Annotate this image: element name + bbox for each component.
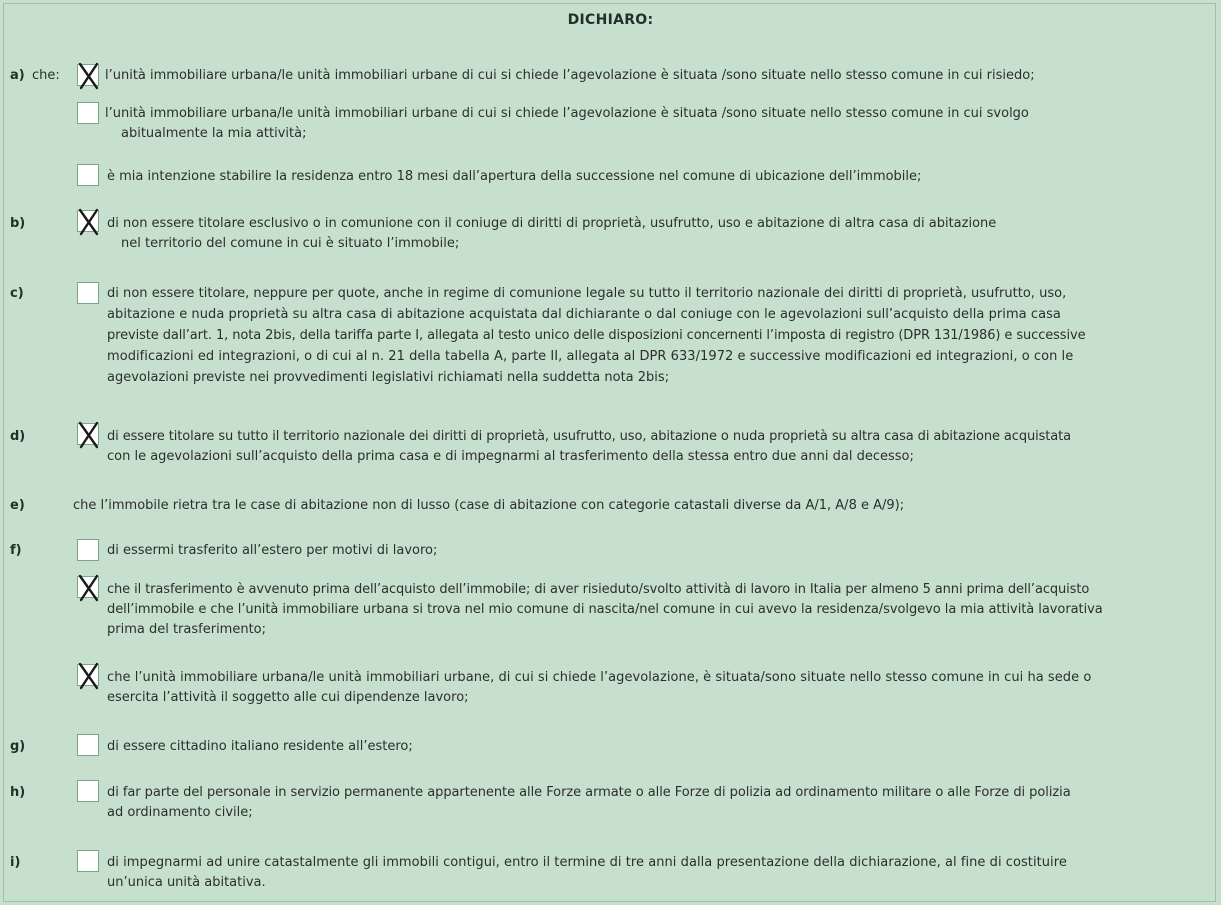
option-text-c-line1: di non essere titolare, neppure per quote, anche in regime di comunione legale su tutto il territorio nazionale dei diritti di proprietà, usufrutto, uso, xyxy=(107,286,1067,301)
item-label-f: f) xyxy=(10,543,22,558)
page-title: DICHIARO: xyxy=(567,12,654,28)
option-text-c-line3: previste dall’art. 1, nota 2bis, della tariffa parte I, allegata al testo unico delle disposizioni concernenti l’imposta di registro (DPR 131/1986) e successive xyxy=(107,328,1086,343)
option-text-a1-line1: l’unità immobiliare urbana/le unità immobiliari urbane di cui si chiede l’agevolazione è situata /sono situate nello stesso comune in cui risiedo; xyxy=(105,68,1035,83)
option-text-f3-line1: che l’unità immobiliare urbana/le unità immobiliari urbane, di cui si chiede l’agevolazione, è situata/sono situate nello stesso comune in cui ha sede o xyxy=(107,670,1092,685)
item-label-c: c) xyxy=(10,286,24,301)
option-text-f2-line1: che il trasferimento è avvenuto prima dell’acquisto dell’immobile; di aver risieduto/svolto attività di lavoro in Italia per almeno 5 anni prima dell’acquisto xyxy=(107,582,1090,597)
checkbox-i[interactable] xyxy=(77,850,99,872)
x-mark-icon xyxy=(76,208,102,236)
checkbox-g[interactable] xyxy=(77,734,99,756)
checkbox-a1[interactable] xyxy=(77,64,99,86)
checkbox-f2[interactable] xyxy=(77,576,99,598)
x-mark-icon xyxy=(76,574,102,602)
x-mark-icon xyxy=(76,662,102,690)
checkbox-a2[interactable] xyxy=(77,102,99,124)
item-label-i: i) xyxy=(10,855,21,870)
option-text-f2-line3: prima del trasferimento; xyxy=(107,622,267,637)
option-text-d-line2: con le agevolazioni sull’acquisto della prima casa e di impegnarmi al trasferimento della stessa entro due anni dal decesso; xyxy=(107,449,914,464)
option-text-h-line2: ad ordinamento civile; xyxy=(107,805,253,820)
checkbox-f3[interactable] xyxy=(77,664,99,686)
option-text-g-line1: di essere cittadino italiano residente all’estero; xyxy=(107,739,413,754)
option-text-i-line2: un’unica unità abitativa. xyxy=(107,875,266,890)
option-text-h-line1: di far parte del personale in servizio permanente appartenente alle Forze armate o alle Forze di polizia ad ordinamento militare o alle Forze di polizia xyxy=(107,785,1071,800)
checkbox-d[interactable] xyxy=(77,423,99,445)
item-text-e: che l’immobile rietra tra le case di abitazione non di lusso (case di abitazione con categorie catastali diverse da A/1, A/8 e A/9); xyxy=(73,498,905,513)
option-text-a2-line1: l’unità immobiliare urbana/le unità immobiliari urbane di cui si chiede l’agevolazione è situata /sono situate nello stesso comune in cui svolgo xyxy=(105,106,1029,121)
option-text-i-line1: di impegnarmi ad unire catastalmente gli immobili contigui, entro il termine di tre anni dalla presentazione della dichiarazione, al fine di costituire xyxy=(107,855,1067,870)
item-label-h: h) xyxy=(10,785,26,800)
option-text-f1-line1: di essermi trasferito all’estero per motivi di lavoro; xyxy=(107,543,438,558)
x-mark-icon xyxy=(76,421,102,449)
option-text-a3-line1: è mia intenzione stabilire la residenza entro 18 mesi dall’apertura della successione nel comune di ubicazione dell’immobile; xyxy=(107,169,922,184)
option-text-c-line4: modificazioni ed integrazioni, o di cui al n. 21 della tabella A, parte II, allegata al DPR 633/1972 e successive modificazioni ed integrazioni, o con le xyxy=(107,349,1074,364)
option-text-f3-line2: esercita l’attività il soggetto alle cui dipendenze lavoro; xyxy=(107,690,469,705)
option-text-d-line1: di essere titolare su tutto il territorio nazionale dei diritti di proprietà, usufrutto, uso, abitazione o nuda proprietà su altra casa di abitazione acquistata xyxy=(107,429,1072,444)
item-label-g: g) xyxy=(10,739,26,754)
item-label-e: e) xyxy=(10,498,25,513)
x-mark-icon xyxy=(76,62,102,90)
checkbox-c[interactable] xyxy=(77,282,99,304)
option-text-f2-line2: dell’immobile e che l’unità immobiliare urbana si trova nel mio comune di nascita/nel comune in cui avevo la residenza/svolgevo la mia attività lavorativa xyxy=(107,602,1103,617)
checkbox-b[interactable] xyxy=(77,210,99,232)
item-label-b: b) xyxy=(10,216,26,231)
option-text-a2-line2: abitualmente la mia attività; xyxy=(121,126,307,141)
option-text-b-line1: di non essere titolare esclusivo o in comunione con il coniuge di diritti di proprietà, usufrutto, uso e abitazione di altra casa di abitazione xyxy=(107,216,997,231)
option-text-c-line2: abitazione e nuda proprietà su altra casa di abitazione acquistata dal dichiarante o dal coniuge con le agevolazioni sull’acquisto della prima casa xyxy=(107,307,1061,322)
checkbox-f1[interactable] xyxy=(77,539,99,561)
checkbox-h[interactable] xyxy=(77,780,99,802)
option-text-c-line5: agevolazioni previste nei provvedimenti legislativi richiamati nella suddetta nota 2bis; xyxy=(107,370,670,385)
item-prefix-a: che: xyxy=(32,68,60,83)
option-text-b-line2: nel territorio del comune in cui è situato l’immobile; xyxy=(121,236,460,251)
checkbox-a3[interactable] xyxy=(77,164,99,186)
item-label-a: a) xyxy=(10,68,25,83)
item-label-d: d) xyxy=(10,429,26,444)
